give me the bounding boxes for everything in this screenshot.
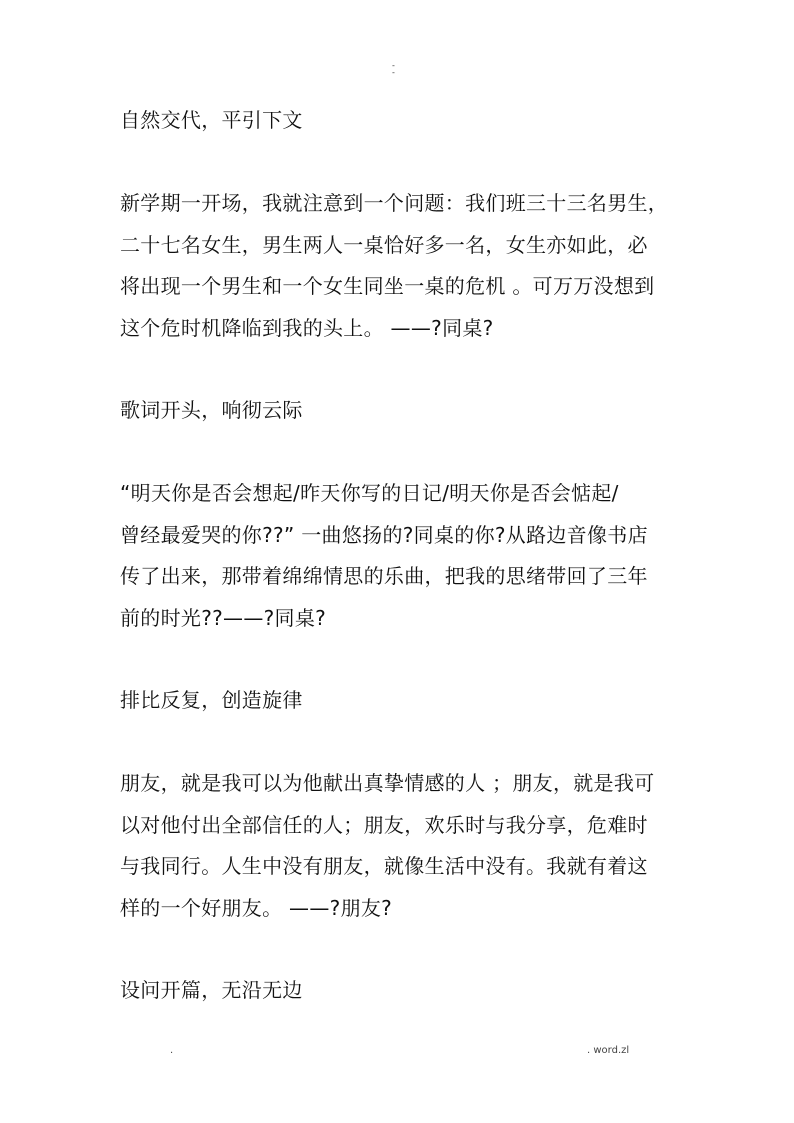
- paragraph-line: 传了出来，那带着绵绵情思的乐曲，把我的思绪带回了三年: [120, 564, 648, 588]
- paragraph-line: 朋友，就是我可以为他献出真挚情感的人 ；朋友，就是我可: [120, 771, 655, 795]
- section-heading-1: 自然交代，平引下文: [120, 108, 303, 132]
- paragraph-line: 将出现一个男生和一个女生同坐一桌的危机 。可万万没想到: [120, 274, 655, 298]
- paragraph-line: 曾经最爱哭的你??” 一曲悠扬的?同桌的你?从路边音像书店: [120, 522, 648, 547]
- footer-right-text: . word.zl: [587, 1045, 630, 1056]
- document-body: [120, 100, 680, 1053]
- page-header-mark: [392, 62, 395, 76]
- paragraph-line: 新学期一开场，我就注意到一个问题：我们班三十三名男生，: [120, 191, 669, 215]
- header-mark-bottom: -: [392, 68, 395, 77]
- paragraph-line: 前的时光??——?同桌?: [120, 605, 327, 630]
- footer-left-mark: .: [170, 1045, 174, 1056]
- paragraph-line: 以对他付出全部信任的人；朋友，欢乐时与我分享，危难时: [120, 812, 648, 837]
- section-heading-2: 歌词开头，响彻云际: [120, 398, 303, 422]
- section-heading-3: 排比反复，创造旋律: [120, 688, 303, 712]
- paragraph-line: “明天你是否会想起/昨天你写的日记/明天你是否会惦起/: [120, 481, 619, 505]
- section-heading-4: 设问开篇，无沿无边: [120, 978, 303, 1002]
- paragraph-line: 与我同行。人生中没有朋友，就像生活中没有。我就有着这: [120, 854, 648, 878]
- section-paragraph-1: [120, 183, 680, 349]
- paragraph-line: 二十七名女生，男生两人一桌恰好多一名，女生亦如此，必: [120, 232, 648, 257]
- paragraph-line: 样的一个好朋友。 ——?朋友?: [120, 895, 393, 920]
- section-paragraph-3: [120, 763, 680, 929]
- header-mark-top: -: [392, 61, 395, 70]
- paragraph-line: 这个危时机降临到我的头上。 ——?同桌?: [120, 315, 494, 340]
- section-paragraph-2: [120, 473, 680, 639]
